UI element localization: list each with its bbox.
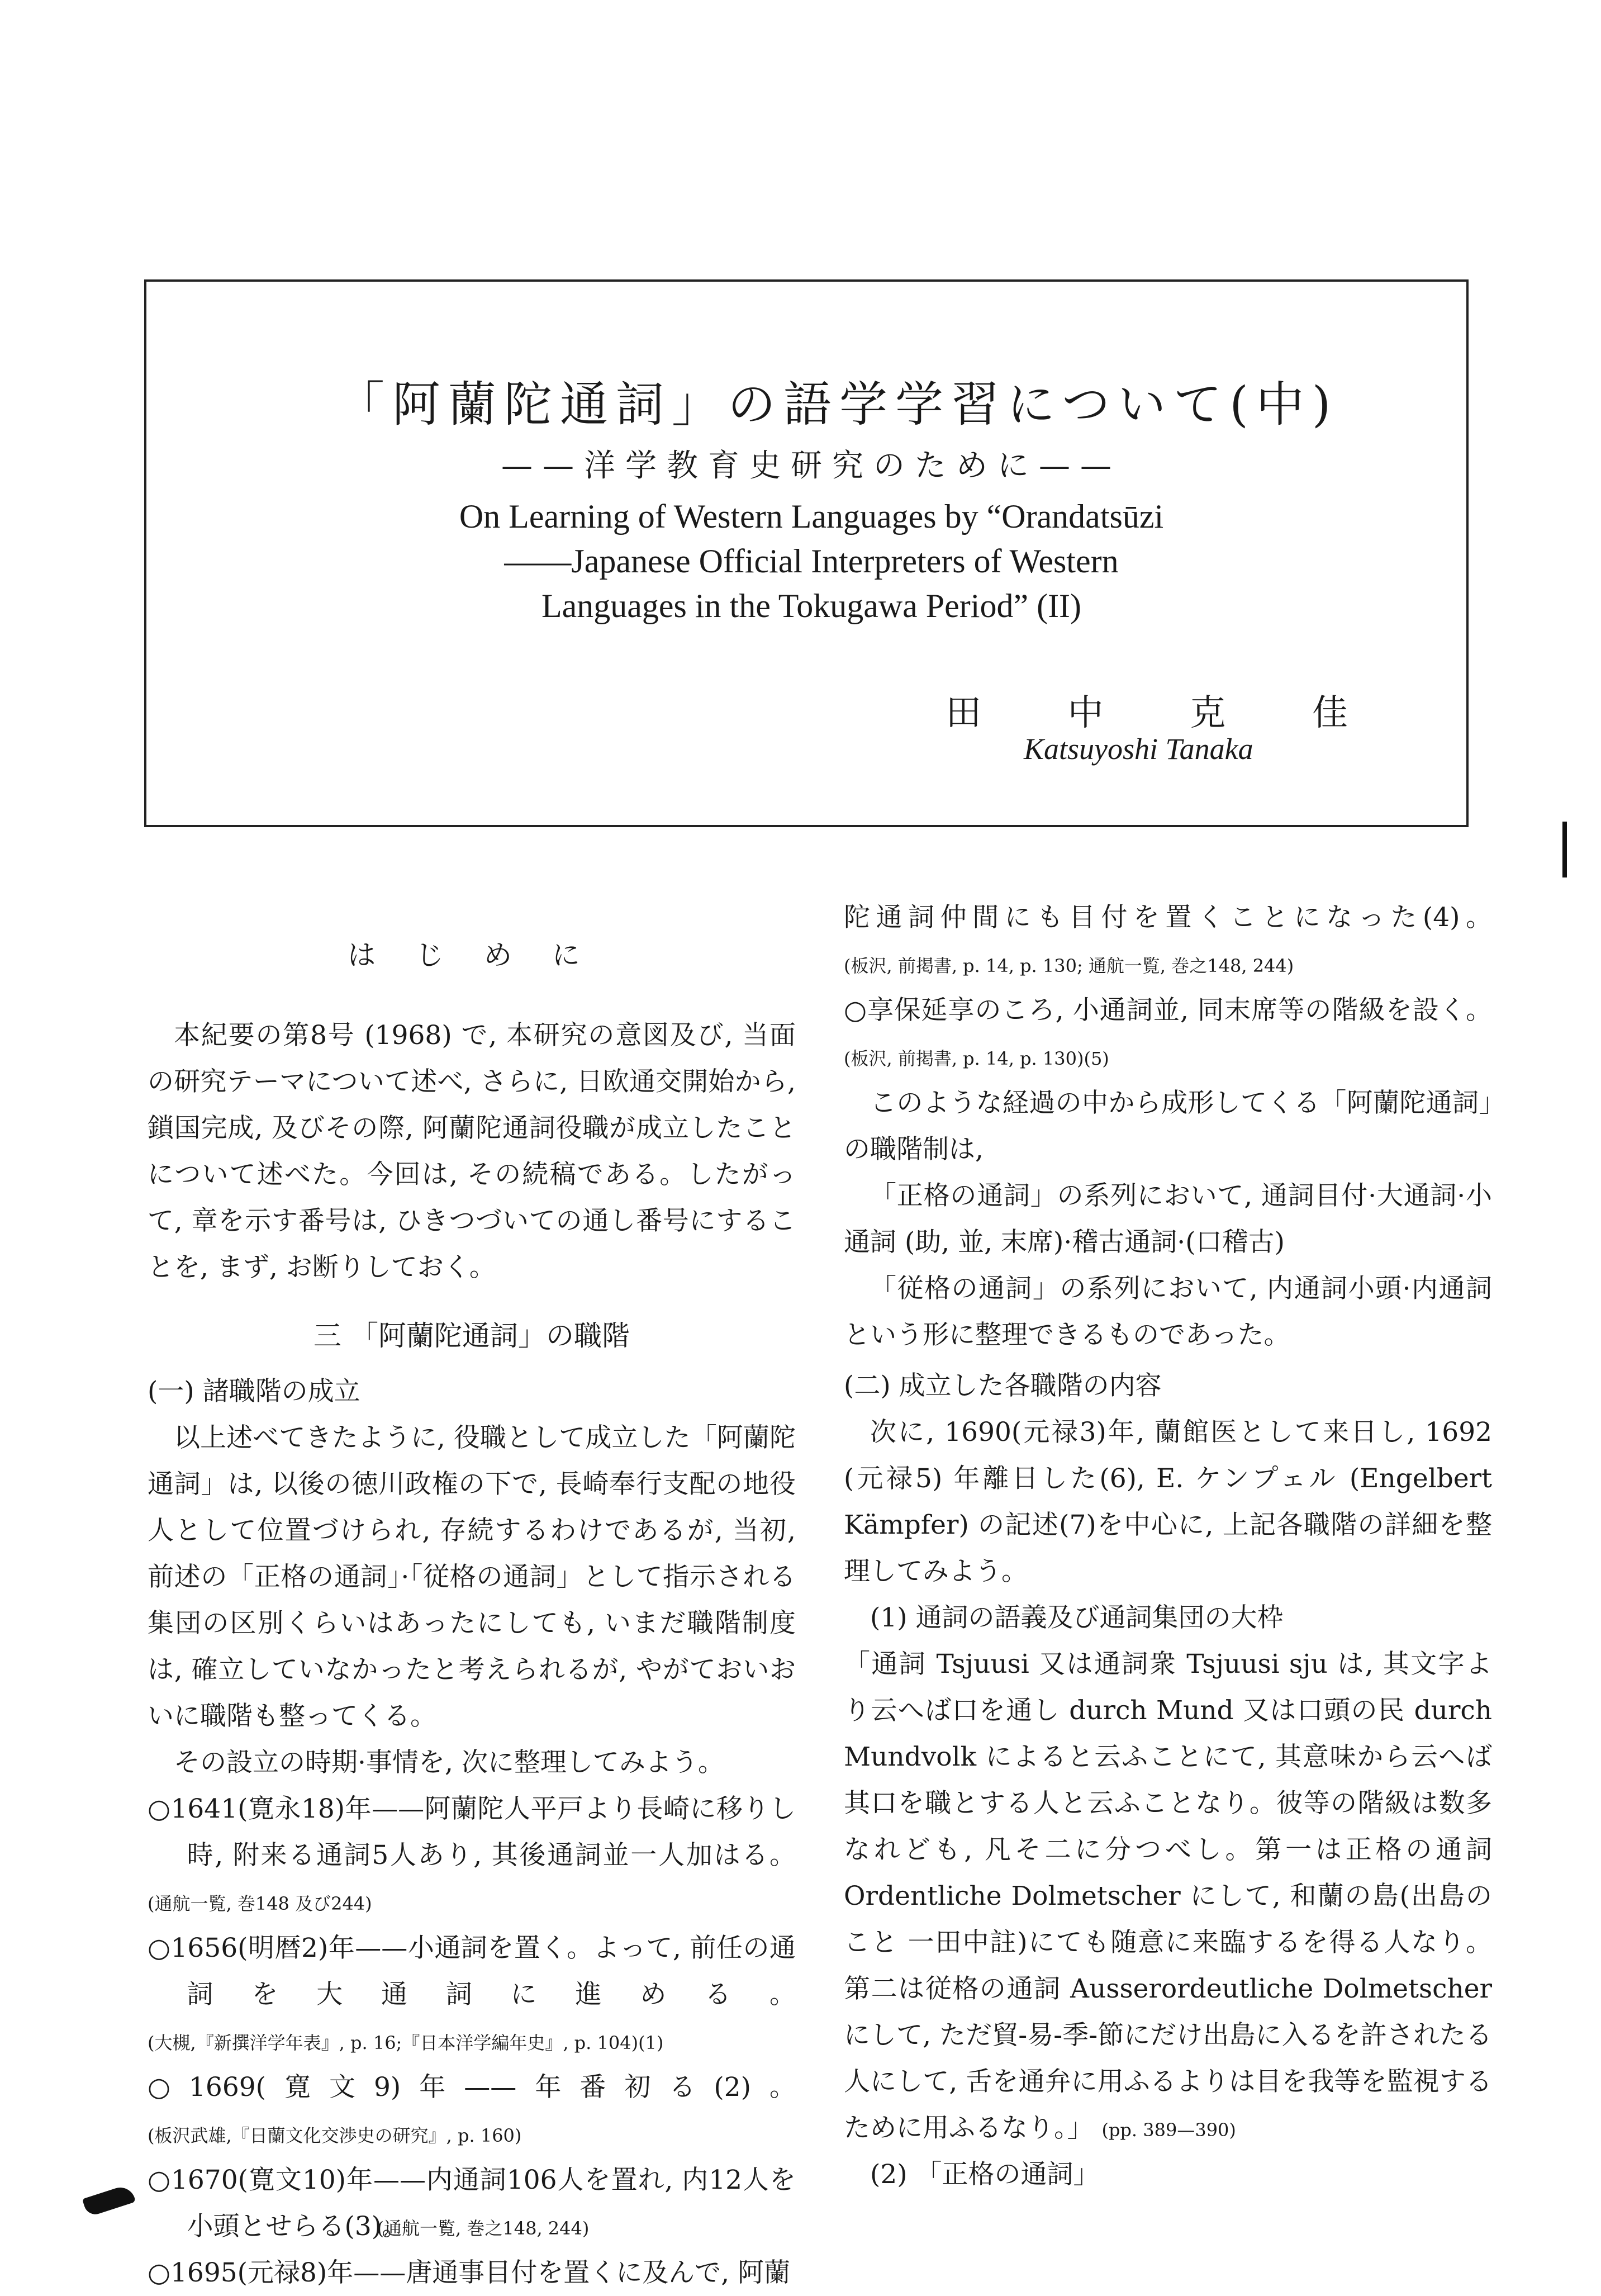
body-paragraph: 次に, 1690(元禄3)年, 蘭館医として来日し, 1692 (元禄5) 年離日した(6), E. ケンプェル (Engelbert Kämpfer) の記述(7)を中心に, 上記各職階の詳細を整理してみよう。 bbox=[844, 1417, 1492, 1587]
author-char: 田 bbox=[946, 692, 981, 734]
page-edge-mark bbox=[1562, 822, 1567, 877]
chronology-item bbox=[148, 1925, 796, 2064]
title-box bbox=[144, 279, 1469, 827]
sub-heading: (二) 成立した各職階の内容 bbox=[844, 1370, 1162, 1401]
author-char: 克 bbox=[1190, 692, 1226, 734]
quotation-text: 「通詞 Tsjuusi 又は通詞衆 Tsjuusi sju は, 其文字より云へば口を通し durch Mund 又は口頭の民 durch Mundvolk によると云ふことにて, 其意味から云へば其口を職とする人と云ふことなり。彼等の階級は数多なれども, 凡そ二に分つべし。第一は正格の通詞 Ordentliche Dolmetscher にして, 和蘭の島(出島のこと 一田中註)にても随意に来臨するを得る人なり。第二は従格の通詞 Ausserordeutliche Dolmetscher にして, ただ貿-易-季-節にだけ出島に入るを許されたる人にして, 舌を通弁に用ふるよりは目を我等を監視するために用ふるなり。」 bbox=[844, 1649, 1492, 2143]
intro-paragraph: 本紀要の第8号 (1968) で, 本研究の意図及び, 当面の研究テーマについて述べ, さらに, 日欧通交開始から, 鎖国完成, 及びその際, 阿蘭陀通詞役職が成立したことについて述べた。今回は, その続稿である。したがって, 章を示す番号は, ひきつづいての通し番号にすることを, まず, お断りしておく。 bbox=[148, 1020, 796, 1283]
section-heading: 三 「阿蘭陀通詞」の職階 bbox=[313, 1320, 630, 1352]
citation-note: (pp. 389—390) bbox=[1101, 2119, 1236, 2141]
chronology-item bbox=[148, 2157, 796, 2250]
japanese-subtitle: ——洋学教育史研究のために—— bbox=[501, 448, 1122, 484]
author-char: 佳 bbox=[1312, 692, 1348, 734]
right-column bbox=[844, 894, 1492, 2198]
author-char: 中 bbox=[1067, 692, 1104, 734]
sub-heading: (1) 通詞の語義及び通詞集団の大枠 bbox=[870, 1602, 1284, 1633]
chronology-item bbox=[148, 1786, 796, 1925]
body-paragraph: 「正格の通詞」の系列において, 通詞目付·大通詞·小通詞 (助, 並, 末席)·稽古通詞·(口稽古) bbox=[844, 1180, 1492, 1258]
chronology-text: ○1669(寛文9)年——年番初る(2)。 bbox=[148, 2072, 796, 2103]
english-title-line-2: ——Japanese Official Interpreters of Western bbox=[504, 543, 1119, 580]
citation-note: (板沢, 前掲書, p. 14, p. 130; 通航一覧, 巻之148, 244) bbox=[844, 955, 1294, 976]
body-paragraph: 「従格の通詞」の系列において, 内通詞小頭·内通詞という形に整理できるものであった。 bbox=[844, 1273, 1492, 1350]
body-paragraph: このような経過の中から成形してくる「阿蘭陀通詞」の職階制は, bbox=[844, 1088, 1492, 1165]
english-title bbox=[314, 494, 1309, 628]
chronology-text: ○享保延享のころ, 小通詞並, 同末席等の階級を設く。 bbox=[844, 995, 1492, 1026]
continued-text: 陀通詞仲間にも目付を置くことになった(4)。 bbox=[844, 902, 1492, 933]
japanese-title: 「阿蘭陀通詞」の語学学習について(中) bbox=[336, 377, 1339, 433]
citation-note: (大槻,『新撰洋学年表』, p. 16;『日本洋学編年史』, p. 104)(1) bbox=[148, 2032, 664, 2053]
chronology-item bbox=[844, 987, 1492, 1080]
chronology-item bbox=[148, 2064, 796, 2157]
quotation-paragraph bbox=[844, 1641, 1492, 2151]
english-title-line-3: Languages in the Tokugawa Period” (II) bbox=[541, 587, 1082, 624]
chronology-text: ○1670(寛文10)年——内通詞106人を置れ, 内12人を小頭とせらる(3)。 bbox=[148, 2165, 796, 2242]
chronology-text: ○1695(元禄8)年——唐通事目付を置くに及んで, 阿蘭 bbox=[148, 2257, 791, 2288]
left-column bbox=[148, 917, 796, 2296]
intro-heading: は じ め に bbox=[348, 939, 596, 971]
body-paragraph: その設立の時期·事情を, 次に整理してみよう。 bbox=[174, 1747, 724, 1778]
chronology-item bbox=[148, 2250, 796, 2296]
english-title-line-1: On Learning of Western Languages by “Orandatsūzi bbox=[459, 498, 1164, 535]
chronology-text: ○1641(寛永18)年——阿蘭陀人平戸より長崎に移りし時, 附来る通詞5人あり, 其後通詞並一人加はる。 bbox=[148, 1794, 796, 1871]
sub-heading: (一) 諸職階の成立 bbox=[148, 1376, 360, 1407]
citation-note: (板沢, 前掲書, p. 14, p. 130)(5) bbox=[844, 1048, 1109, 1069]
author-english: Katsuyoshi Tanaka bbox=[1024, 732, 1253, 766]
author-japanese bbox=[946, 684, 1348, 736]
continued-item bbox=[844, 894, 1492, 987]
citation-note: (通航一覧, 巻之148, 244) bbox=[377, 2218, 590, 2239]
citation-note: (通航一覧, 巻148 及び244) bbox=[148, 1893, 372, 1914]
citation-note: (板沢武雄,『日蘭文化交渉史の研究』, p. 160) bbox=[148, 2125, 522, 2146]
chronology-text: ○1656(明暦2)年——小通詞を置く。よって, 前任の通詞を大通詞に進める。 bbox=[148, 1933, 796, 2010]
sub-heading: (2) 「正格の通詞」 bbox=[870, 2159, 1100, 2190]
scan-corner-mark bbox=[82, 2184, 136, 2217]
body-paragraph: 以上述べてきたように, 役職として成立した「阿蘭陀通詞」は, 以後の徳川政権の下で, 長崎奉行支配の地役人として位置づけられ, 存続するわけであるが, 当初, 前述の「正格の通詞」·「従格の通詞」として指示される集団の区別くらいはあったにしても, いまだ職階制度は, 確立していなかったと考えられるが, やがておいおいに職階も整ってくる。 bbox=[148, 1422, 796, 1732]
